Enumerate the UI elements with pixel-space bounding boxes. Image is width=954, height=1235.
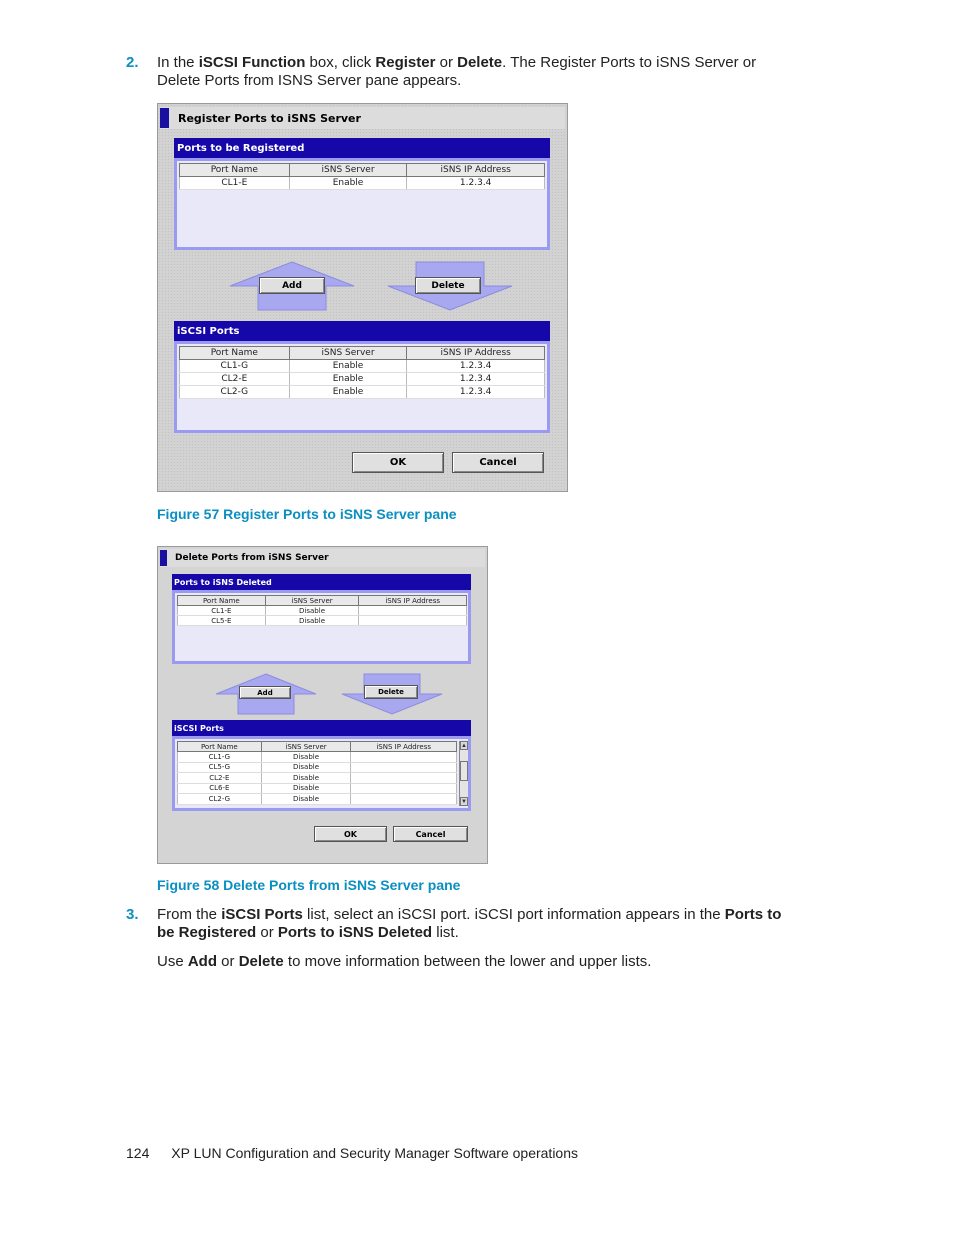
- register-ports-pane: [157, 103, 568, 492]
- table-row[interactable]: CL6-E Disable: [178, 783, 457, 794]
- iscsi-ports-bar: iSCSI Ports: [172, 720, 471, 736]
- table-row[interactable]: CL2-G Enable 1.2.3.4: [180, 386, 545, 399]
- table-row[interactable]: CL5-G Disable: [178, 762, 457, 773]
- scroll-up-icon[interactable]: ▲: [461, 742, 467, 749]
- col-isns-server[interactable]: iSNS Server: [261, 742, 351, 752]
- step-number: 3.: [126, 906, 139, 923]
- col-port-name[interactable]: Port Name: [180, 347, 290, 360]
- col-isns-server[interactable]: iSNS Server: [289, 347, 407, 360]
- col-port-name[interactable]: Port Name: [178, 742, 262, 752]
- col-isns-ip-address[interactable]: iSNS IP Address: [407, 347, 545, 360]
- table-row[interactable]: CL1-G Disable: [178, 752, 457, 763]
- scroll-thumb[interactable]: [460, 761, 468, 781]
- col-port-name[interactable]: Port Name: [180, 164, 290, 177]
- pane-title-bar: [160, 549, 485, 567]
- table-row[interactable]: CL1-G Enable 1.2.3.4: [180, 360, 545, 373]
- title-marker-icon: [160, 108, 169, 128]
- step-text: From the iSCSI Ports list, select an iSCSI port. iSCSI port information appears in the Ports to be Registered or Ports to iSNS Deleted list.: [157, 906, 782, 941]
- delete-button[interactable]: Delete: [364, 685, 418, 699]
- cancel-button[interactable]: Cancel: [452, 452, 544, 473]
- pane-title: Delete Ports from iSNS Server: [175, 553, 329, 563]
- add-button[interactable]: Add: [259, 277, 325, 294]
- delete-button[interactable]: Delete: [415, 277, 481, 294]
- cancel-button[interactable]: Cancel: [393, 826, 468, 842]
- title-marker-icon: [160, 550, 167, 566]
- col-isns-ip-address[interactable]: iSNS IP Address: [407, 164, 545, 177]
- vertical-scrollbar[interactable]: [459, 741, 468, 806]
- table-row[interactable]: CL1-E Enable 1.2.3.4: [180, 177, 545, 190]
- ports-to-be-registered-list[interactable]: [174, 158, 550, 250]
- col-isns-ip-address[interactable]: iSNS IP Address: [351, 742, 457, 752]
- ok-button[interactable]: OK: [352, 452, 444, 473]
- ports-to-isns-deleted-bar: Ports to iSNS Deleted: [172, 574, 471, 590]
- table-row[interactable]: CL2-E Enable 1.2.3.4: [180, 373, 545, 386]
- ok-button[interactable]: OK: [314, 826, 387, 842]
- table-row[interactable]: CL5-E Disable: [178, 616, 467, 626]
- step-text: In the iSCSI Function box, click Register or Delete. The Register Ports to iSNS Server or Delete Ports from ISNS Server pane appears.: [157, 54, 757, 89]
- figure-58-caption: Figure 58 Delete Ports from iSNS Server pane: [157, 877, 461, 893]
- iscsi-ports-list[interactable]: [174, 341, 550, 433]
- page-footer: [126, 1145, 596, 1161]
- col-isns-server[interactable]: iSNS Server: [289, 164, 407, 177]
- pane-title: Register Ports to iSNS Server: [178, 111, 361, 125]
- step-number: 2.: [126, 54, 139, 71]
- add-button[interactable]: Add: [239, 686, 291, 699]
- table-row[interactable]: CL1-E Disable: [178, 606, 467, 616]
- figure-57-caption: Figure 57 Register Ports to iSNS Server pane: [157, 506, 457, 522]
- col-port-name[interactable]: Port Name: [178, 596, 266, 606]
- ports-to-be-registered-bar: Ports to be Registered: [174, 138, 550, 158]
- iscsi-ports-bar: iSCSI Ports: [174, 321, 550, 341]
- iscsi-ports-list[interactable]: [172, 736, 471, 811]
- scroll-down-icon[interactable]: ▼: [461, 798, 467, 805]
- page-number: 124: [126, 1145, 150, 1161]
- delete-ports-pane: [157, 546, 488, 864]
- ports-to-isns-deleted-list[interactable]: [172, 590, 471, 664]
- footer-title: XP LUN Configuration and Security Manager Software operations: [171, 1145, 578, 1161]
- col-isns-ip-address[interactable]: iSNS IP Address: [359, 596, 467, 606]
- pane-title-bar: [160, 107, 565, 129]
- col-isns-server[interactable]: iSNS Server: [265, 596, 359, 606]
- table-row[interactable]: CL2-G Disable: [178, 794, 457, 805]
- table-row[interactable]: CL2-E Disable: [178, 773, 457, 784]
